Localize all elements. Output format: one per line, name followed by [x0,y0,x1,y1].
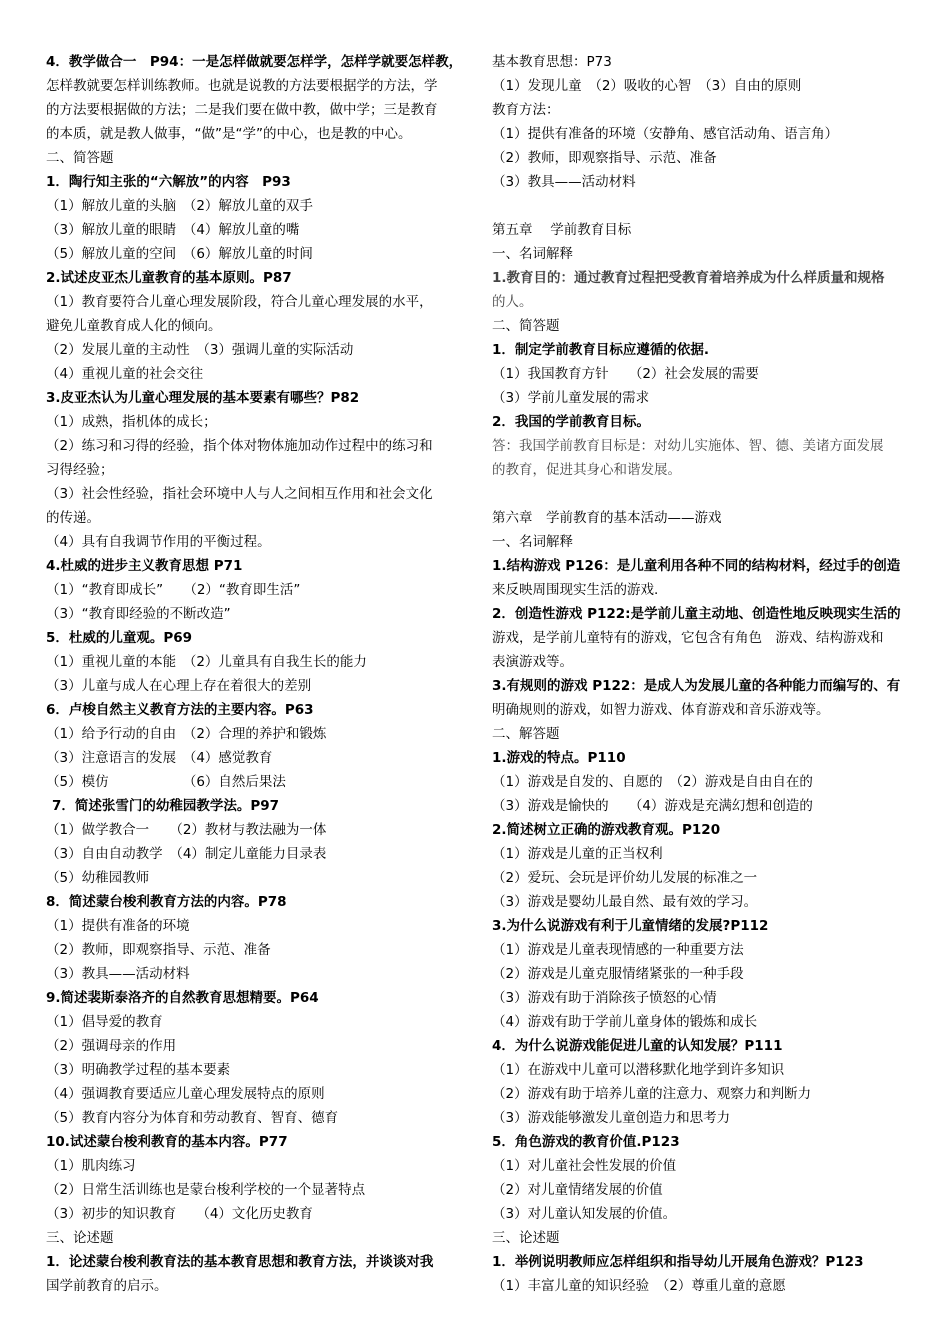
question-heading: 3.为什么说游戏有利于儿童情绪的发展?P112 [492,918,769,934]
text-line: （1）倡导爱的教育 [46,1014,163,1030]
text-line: 来反映周围现实生活的游戏. [492,582,659,598]
question-heading: 1．论述蒙台梭利教育法的基本教育思想和教育方法，并谈谈对我 [46,1254,434,1270]
question-heading: 3.有规则的游戏 P122：是成人为发展儿童的各种能力而编写的、有 [492,678,901,694]
question-heading: 8．简述蒙台梭利教育方法的内容。P78 [46,894,287,910]
blank-line [492,194,912,218]
text-line: （3）明确教学过程的基本要素 [46,1062,231,1078]
text-line: （3）游戏是婴幼儿最自然、最有效的学习。 [492,894,758,910]
text-line: （2）游戏有助于培养儿童的注意力、观察力和判断力 [492,1086,812,1102]
text-line: （3）游戏有助于消除孩子愤怒的心情 [492,990,717,1006]
text-line: 二、简答题 [46,150,114,166]
text-line: （3）儿童与成人在心理上存在着很大的差别 [46,678,312,694]
text-line: 明确规则的游戏，如智力游戏、体育游戏和音乐游戏等。 [492,702,830,718]
question-heading: 7．简述张雪门的幼稚园教学法。P97 [52,798,280,814]
text-line: （2）强调母亲的作用 [46,1038,177,1054]
blank-line [492,482,912,506]
text-line: 教育方法： [492,102,560,118]
text-line: （1）发现儿童 （2）吸收的心智 （3）自由的原则 [492,78,802,94]
text-line: （2）练习和习得的经验，指个体对物体施加动作过程中的练习和 [46,438,433,454]
text-line: （4）重视儿童的社会交往 [46,366,204,382]
text-line: （5）解放儿童的空间 （6）解放儿童的时间 [46,246,313,262]
question-heading: 6．卢梭自然主义教育方法的主要内容。P63 [46,702,314,718]
text-line: （1）肌肉练习 [46,1158,136,1174]
text-line: 第六章 学前教育的基本活动——游戏 [492,510,722,526]
question-heading: 3.皮亚杰认为儿童心理发展的基本要素有哪些？P82 [46,390,360,406]
text-line: （1）游戏是自发的、自愿的 （2）游戏是自由自在的 [492,774,813,790]
text-line: （1）教育要符合儿童心理发展阶段，符合儿童心理发展的水平， [46,294,433,310]
text-line: （3）“教育即经验的不断改造” [46,606,231,622]
text-line: （1）我国教育方针 （2）社会发展的需要 [492,366,759,382]
text-line: 第五章 学前教育目标 [492,222,632,238]
text-line: （4）具有自我调节作用的平衡过程。 [46,534,271,550]
text-line: （2）日常生活训练也是蒙台梭利学校的一个显著特点 [46,1182,366,1198]
left-column [46,50,462,1298]
text-line: 国学前教育的启示。 [46,1278,168,1294]
text-line: （3）对儿童认知发展的价值。 [492,1206,677,1222]
question-heading: 5．杜威的儿童观。P69 [46,630,193,646]
text-line: 三、论述题 [492,1230,560,1246]
text-line: （4）游戏有助于学前儿童身体的锻炼和成长 [492,1014,758,1030]
text-line: （1）给予行动的自由 （2）合理的养护和锻炼 [46,726,327,742]
text-line: （1）在游戏中儿童可以潜移默化地学到许多知识 [492,1062,785,1078]
text-line: （2）教师，即观察指导、示范、准备 [46,942,271,958]
question-heading: 10.试述蒙台梭利教育的基本内容。P77 [46,1134,288,1150]
text-line: 基本教育思想：P73 [492,54,612,70]
question-heading: 1．举例说明教师应怎样组织和指导幼儿开展角色游戏？P123 [492,1254,864,1270]
text-line: （1）“教育即成长” （2）“教育即生活” [46,582,301,598]
text-line: （1）做学教合一 （2）教材与教法融为一体 [46,822,327,838]
text-line: （2）对儿童情绪发展的价值 [492,1182,663,1198]
question-heading: 1.结构游戏 P126：是儿童利用各种不同的结构材料，经过手的创造 [492,558,901,574]
question-heading: 1.教育目的：通过教育过程把受教育着培养成为什么样质量和规格 [492,270,885,286]
text-line: （3）自由自动教学 （4）制定儿童能力目录表 [46,846,327,862]
text-line: 的人。 [492,294,533,310]
text-line: （1）提供有准备的环境（安静角、感官活动角、语言角） [492,126,839,142]
text-line: （1）游戏是儿童的正当权利 [492,846,663,862]
question-heading: 9.简述裴斯泰洛齐的自然教育思想精要。P64 [46,990,319,1006]
text-line: （3）游戏能够激发儿童创造力和思考力 [492,1110,731,1126]
text-line: 习得经验； [46,462,114,478]
text-line: （1）提供有准备的环境 [46,918,190,934]
text-line: 一、名词解释 [492,534,573,550]
question-heading: 2.简述树立正确的游戏教育观。P120 [492,822,721,838]
text-line: （3）社会性经验，指社会环境中人与人之间相互作用和社会文化 [46,486,433,502]
text-line: （3）教具——活动材料 [492,174,636,190]
question-heading: 2．我国的学前教育目标。 [492,414,650,430]
text-line: （5）幼稚园教师 [46,870,150,886]
text-line: （2）教师，即观察指导、示范、准备 [492,150,717,166]
text-line: （1）丰富儿童的知识经验 （2）尊重儿童的意愿 [492,1278,786,1294]
text-line: 答：我国学前教育目标是：对幼儿实施体、智、德、美诸方面发展 [492,438,884,454]
text-line: 表演游戏等。 [492,654,573,670]
question-heading: 4.杜威的进步主义教育思想 P71 [46,558,243,574]
text-line: （3）解放儿童的眼睛 （4）解放儿童的嘴 [46,222,300,238]
text-line: （5）教育内容分为体育和劳动教育、智育、德育 [46,1110,339,1126]
text-line: （3）注意语言的发展 （4）感觉教育 [46,750,273,766]
text-line: 避免儿童教育成人化的倾向。 [46,318,222,334]
text-line: （3）教具——活动材料 [46,966,190,982]
question-heading: 1.游戏的特点。P110 [492,750,626,766]
text-line: 游戏，是学前儿童特有的游戏，它包含有角色 游戏、结构游戏和 [492,630,884,646]
text-line: （3）初步的知识教育 （4）文化历史教育 [46,1206,313,1222]
text-line: （1）重视儿童的本能 （2）儿童具有自我生长的能力 [46,654,367,670]
text-line: 二、简答题 [492,318,560,334]
text-line: 的本质，就是教人做事，“做”是“学”的中心，也是教的中心。 [46,126,412,142]
text-line: （3）游戏是愉快的 （4）游戏是充满幻想和创造的 [492,798,813,814]
text-line: 一、名词解释 [492,246,573,262]
text-line: 三、论述题 [46,1230,114,1246]
question-heading: 2．创造性游戏 P122:是学前儿童主动地、创造性地反映现实生活的 [492,606,901,622]
question-heading: 1．陶行知主张的“六解放”的内容 P93 [46,174,291,190]
question-heading: 5．角色游戏的教育价值.P123 [492,1134,680,1150]
question-heading: 4．为什么说游戏能促进儿童的认知发展？P111 [492,1038,783,1054]
text-line: （1）游戏是儿童表现情感的一种重要方法 [492,942,744,958]
question-heading: 2.试述皮亚杰儿童教育的基本原则。P87 [46,270,292,286]
text-line: （2）爱玩、会玩是评价幼儿发展的标准之一 [492,870,758,886]
text-line: 二、解答题 [492,726,560,742]
text-line: 的传递。 [46,510,100,526]
text-line: （5）模仿 （6）自然后果法 [46,774,286,790]
text-line: （4）强调教育要适应儿童心理发展特点的原则 [46,1086,325,1102]
right-column [492,50,912,1298]
text-line: （2）游戏是儿童克服情绪紧张的一种手段 [492,966,744,982]
text-line: （1）成熟，指机体的成长； [46,414,217,430]
text-line: （3）学前儿童发展的需求 [492,390,650,406]
text-line: 的方法要根据做的方法；二是我们要在做中教，做中学；三是教育 [46,102,438,118]
text-line: 怎样教就要怎样训练教师。也就是说教的方法要根据学的方法，学 [46,78,438,94]
text-line: 的教育，促进其身心和谐发展。 [492,462,681,478]
question-heading: 1．制定学前教育目标应遵循的依据. [492,342,710,358]
text-line: （1）对儿童社会性发展的价值 [492,1158,677,1174]
text-line: （2）发展儿童的主动性 （3）强调儿童的实际活动 [46,342,354,358]
text-line: （1）解放儿童的头脑 （2）解放儿童的双手 [46,198,313,214]
question-heading: 4．教学做合一 P94：一是怎样做就要怎样学，怎样学就要怎样教， [46,54,462,70]
